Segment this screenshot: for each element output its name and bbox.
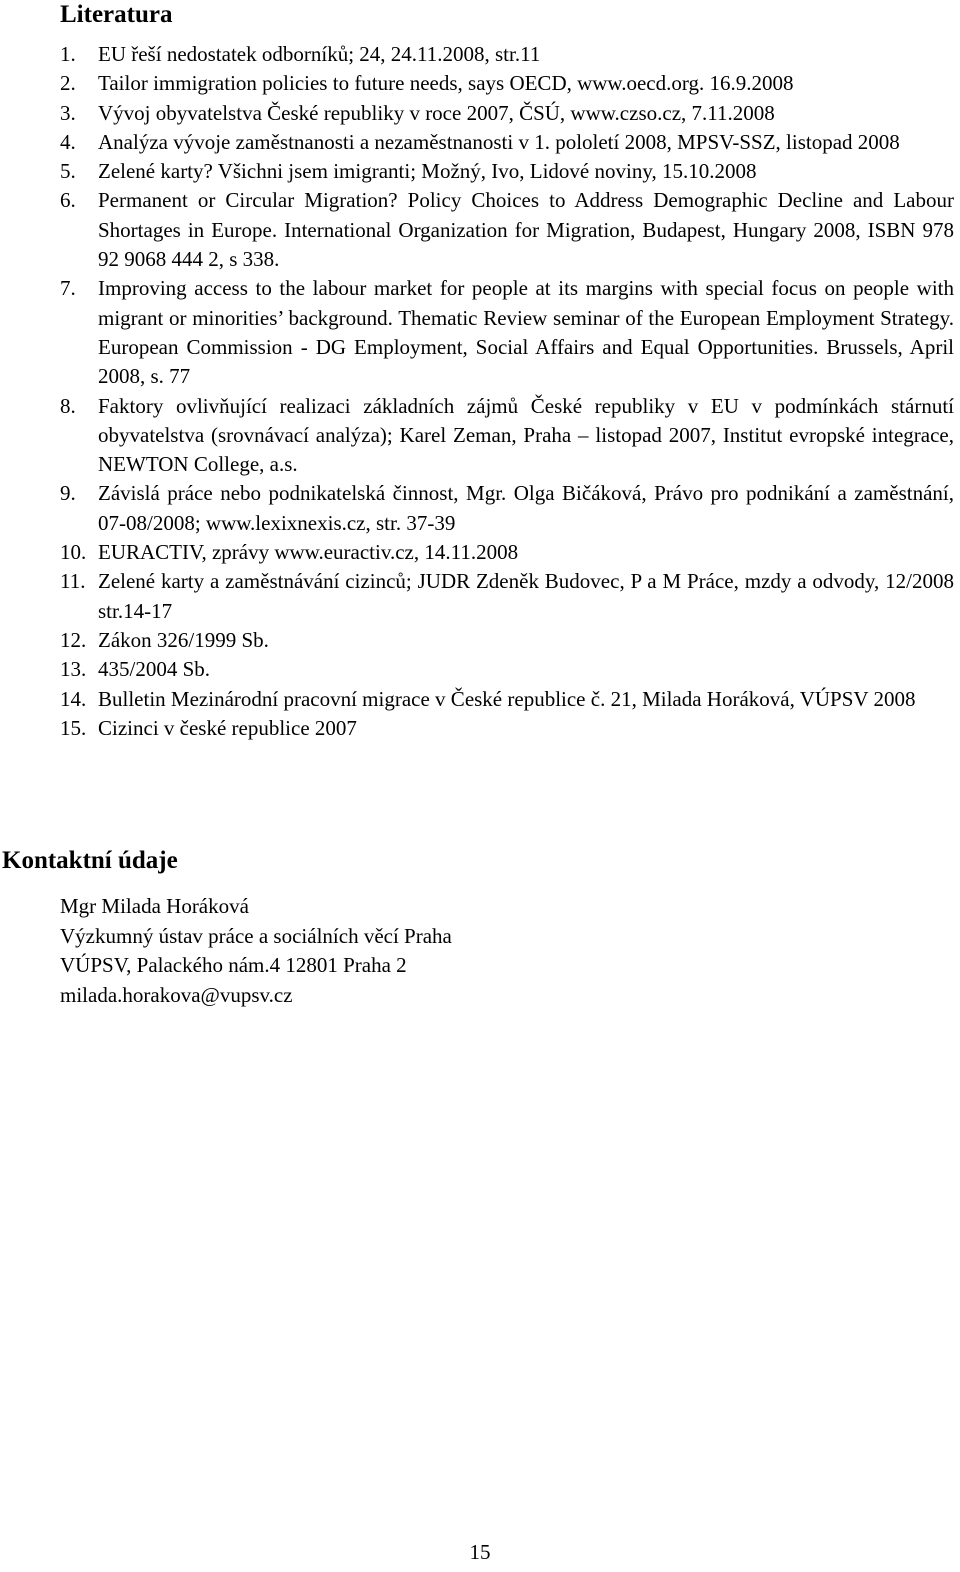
reference-number: 5. [60,159,76,184]
reference-item [60,392,954,480]
reference-number: 6. [60,188,76,213]
reference-item [60,274,954,391]
reference-number: 12. [60,627,87,652]
reference-item [60,567,954,626]
reference-number: 2. [60,71,76,96]
reference-list [60,40,954,743]
reference-item [60,538,954,567]
reference-number: 13. [60,657,87,682]
contact-email: milada.horakova@vupsv.cz [60,982,293,1007]
reference-text: Zelené karty? Všichni jsem imigranti; Možný, Ivo, Lidové noviny, 15.10.2008 [98,159,757,184]
reference-item [60,40,954,69]
reference-number: 10. [60,540,87,565]
reference-text: Vývoj obyvatelstva České republiky v roce 2007, ČSÚ, www.czso.cz, 7.11.2008 [98,100,775,125]
reference-number: 9. [60,481,76,506]
reference-item [60,655,954,684]
reference-item [60,69,954,98]
reference-item [60,626,954,655]
reference-text: Improving access to the labour market for people at its margins with special focus on people with migrant or minorities’ background. Thematic Review seminar of the European Employment Strategy. European Commission - DG Employment, Social Affairs and Equal Opportunities. Brussels, April 2008, s. 77 [98,276,954,389]
reference-text: Závislá práce nebo podnikatelská činnost, Mgr. Olga Bičáková, Právo pro podnikání a zaměstnání, 07-08/2008; www.lexixnexis.cz, str. 37-39 [98,481,954,535]
reference-text: EU řeší nedostatek odborníků; 24, 24.11.2008, str.11 [98,42,541,66]
reference-text: Cizinci v české republice 2007 [98,715,357,740]
reference-text: EURACTIV, zprávy www.euractiv.cz, 14.11.2008 [98,540,519,565]
contact-name: Mgr Milada Horáková [60,894,249,918]
reference-number: 4. [60,129,76,154]
reference-number: 8. [60,393,76,418]
reference-text: Zelené karty a zaměstnávání cizinců; JUDR Zdeněk Budovec, P a M Práce, mzdy a odvody, 12/2008 str.14-17 [98,569,954,623]
reference-item [60,157,954,186]
reference-text: Permanent or Circular Migration? Policy Choices to Address Demographic Decline and Labour Shortages in Europe. International Organization for Migration, Budapest, Hungary 2008, ISBN 978 92 9068 444 2, s 338. [98,188,954,272]
reference-text: Tailor immigration policies to future needs, says OECD, www.oecd.org. 16.9.2008 [98,71,794,96]
page-number: 15 [469,1540,491,1564]
contact-heading: Kontaktní údaje [2,847,178,874]
literature-heading: Literatura [60,1,173,28]
contact-block [60,892,452,1010]
reference-item [60,479,954,538]
reference-number: 1. [60,42,76,66]
reference-item [60,128,954,157]
reference-item [60,99,954,128]
reference-number: 3. [60,100,76,125]
reference-item [60,186,954,274]
reference-item [60,685,954,714]
reference-number: 7. [60,276,76,301]
reference-number: 15. [60,715,87,740]
reference-text: 435/2004 Sb. [98,657,211,682]
reference-text: Zákon 326/1999 Sb. [98,627,269,652]
reference-text: Bulletin Mezinárodní pracovní migrace v České republice č. 21, Milada Horáková, VÚPSV 2008 [98,686,916,711]
reference-text: Analýza vývoje zaměstnanosti a nezaměstnanosti v 1. pololetí 2008, MPSV-SSZ, listopad 2008 [98,129,900,154]
reference-number: 14. [60,686,87,711]
reference-item [60,714,954,743]
reference-number: 11. [60,569,86,594]
reference-text: Faktory ovlivňující realizaci základních zájmů České republiky v EU v podmínkách stárnutí obyvatelstva (srovnávací analýza); Karel Zeman, Praha – listopad 2007, Institut evropské integrace, NEWTON College, a.s. [98,393,954,477]
contact-address: VÚPSV, Palackého nám.4 12801 Praha 2 [60,953,407,977]
contact-institute: Výzkumný ústav práce a sociálních věcí Praha [60,923,452,948]
